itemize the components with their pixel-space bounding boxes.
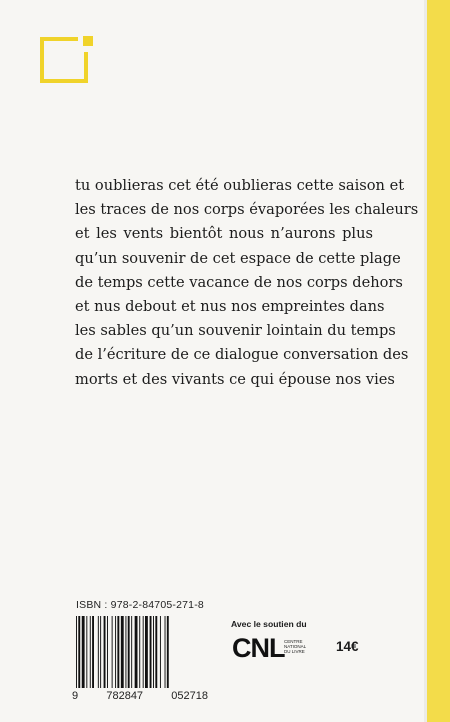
price: 14€ [336, 639, 359, 654]
isbn-label: ISBN : 978-2-84705-271-8 [76, 599, 204, 611]
barcode-bar [90, 616, 91, 688]
cnl-subtext-line: DU LIVRE [284, 649, 305, 654]
cnl-subtext-line: CENTRE [284, 639, 303, 644]
barcode-bar [121, 616, 124, 688]
barcode-bar [115, 616, 116, 688]
barcode-bar [98, 616, 99, 688]
cnl-logo: CNL [232, 633, 285, 663]
blurb-line: et les vents bientôt nous n’aurons plus [75, 225, 373, 243]
cnl-subtext-line: NATIONAL [284, 644, 307, 649]
barcode-bar [167, 616, 169, 688]
blurb-line: de l’écriture de ce dialogue conversation des [75, 346, 409, 364]
bracket-square-logo-icon [40, 36, 94, 84]
barcode-bar [139, 616, 140, 688]
barcode-digit-group: 9 [72, 690, 79, 702]
barcode-digit-group: 782847 [106, 690, 144, 702]
barcode-bar [104, 616, 106, 688]
cnl-logo-subtext [284, 639, 314, 654]
barcode-bar [82, 616, 85, 688]
barcode-digits [72, 690, 208, 702]
barcode-bar [165, 616, 166, 688]
blurb-line: les sables qu’un souvenir lointain du temps [75, 322, 396, 340]
barcode-bar [78, 616, 80, 688]
barcode-bar [135, 616, 138, 688]
barcode-bar [117, 616, 119, 688]
barcode-bar [107, 616, 108, 688]
blurb-line: tu oublieras cet été oublieras cette saison et [75, 177, 405, 194]
blurb-line: les traces de nos corps évaporées les chaleurs [75, 201, 419, 219]
blurb-line: qu’un souvenir de cet espace de cette plage [75, 249, 401, 267]
barcode-bar [112, 616, 113, 688]
barcode-bar [143, 616, 144, 688]
barcode-bar [100, 616, 101, 688]
blurb-text [75, 174, 419, 392]
barcode-bar [76, 616, 77, 688]
barcode-bar [145, 616, 148, 688]
support-label: Avec le soutien du [231, 619, 307, 629]
barcode-bar [160, 616, 161, 688]
barcode-bar [86, 616, 87, 688]
barcode-bar [92, 616, 94, 688]
barcode-bar [153, 616, 154, 688]
blurb-line: de temps cette vacance de nos corps dehors [75, 273, 403, 291]
barcode-bar [125, 616, 126, 688]
barcode-bar [150, 616, 152, 688]
barcode-icon [74, 616, 204, 690]
blurb-line: et nus debout et nus nos empreintes dans [75, 298, 385, 316]
yellow-edge-stripe [427, 0, 450, 722]
barcode-bar [155, 616, 157, 688]
barcode-digit-group: 052718 [171, 690, 208, 702]
barcode-bar [128, 616, 130, 688]
blurb-line: morts et des vivants ce qui épouse nos vies [75, 370, 395, 388]
barcode-bar [131, 616, 132, 688]
